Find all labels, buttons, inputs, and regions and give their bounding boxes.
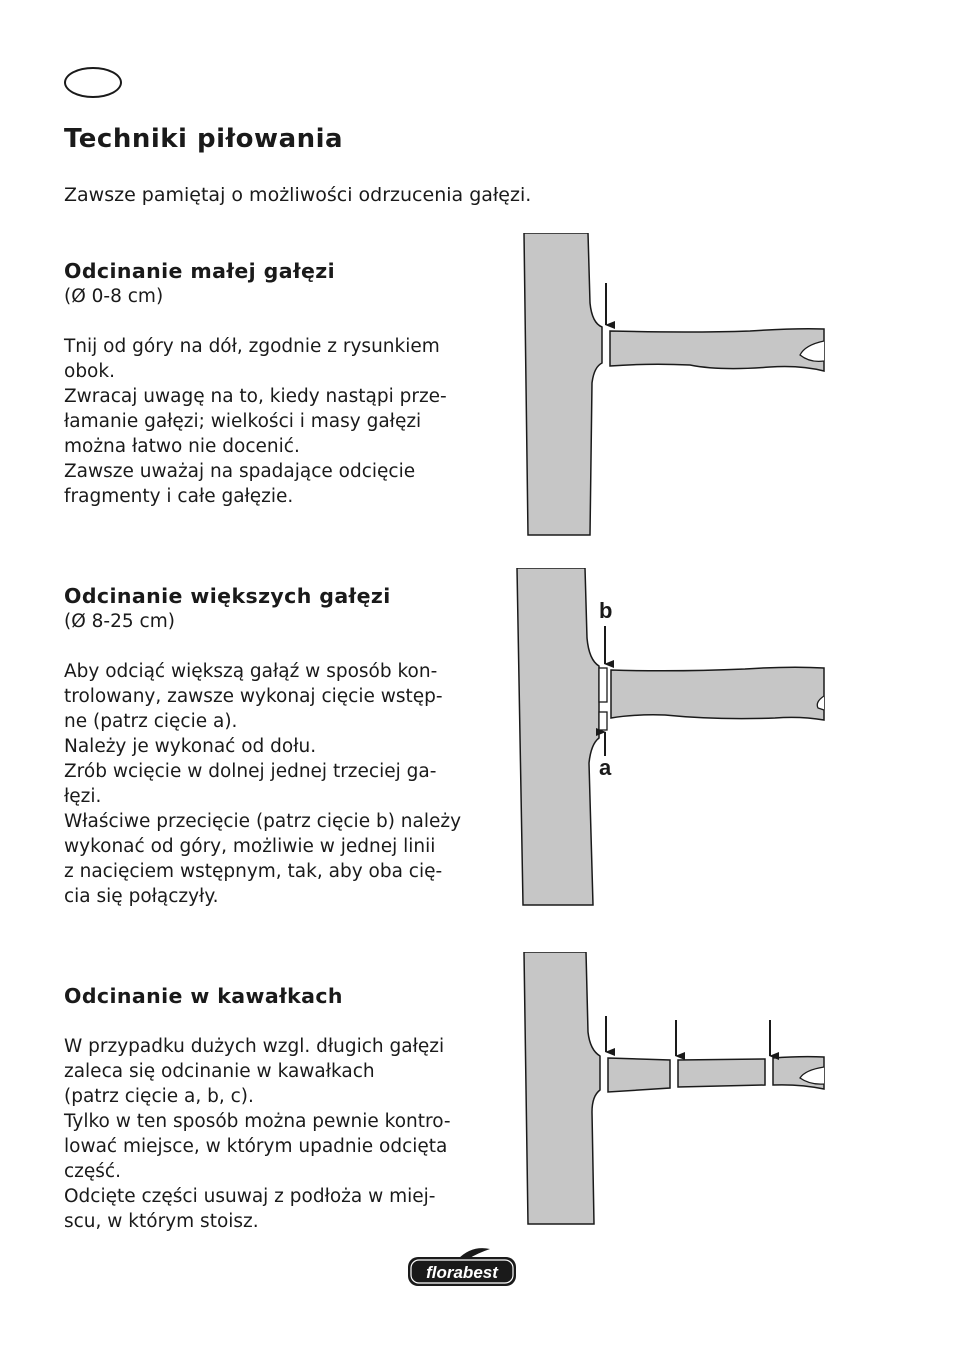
- tree-trunk: [517, 568, 599, 905]
- cut-label-b: b: [599, 598, 613, 623]
- larger-branch-cut-illustration: [515, 568, 826, 908]
- section-small-branch: [64, 258, 464, 509]
- text-line: W przypadku dużych wzgl. długich gałęzi: [64, 1036, 445, 1057]
- text-line: Tylko w ten sposób można pewnie kontro-: [64, 1111, 451, 1132]
- text-line: można łatwo nie docenić.: [64, 436, 300, 457]
- text-line: łamanie gałęzi; wielkości i masy gałęzi: [64, 411, 422, 432]
- small-branch-cut-illustration: [520, 233, 826, 538]
- text-line: trolowany, zawsze wykonaj cięcie wstęp-: [64, 686, 443, 707]
- cut-gap-a: [599, 712, 607, 730]
- text-line: (patrz cięcie a, b, c).: [64, 1086, 254, 1107]
- text-line: Aby odciąć większą gałąź w sposób kon-: [64, 661, 438, 682]
- text-line: lować miejsce, w którym upadnie odcięta: [64, 1136, 448, 1157]
- text-line: ne (patrz cięcie a).: [64, 711, 238, 732]
- logo-text: florabest: [426, 1263, 498, 1282]
- text-line: Zawsze uważaj na spadające odcięcie: [64, 461, 416, 482]
- branch: [610, 329, 824, 371]
- tree-trunk: [524, 952, 600, 1224]
- text-line: fragmenty i całe gałęzie.: [64, 486, 294, 507]
- language-tag-oval: [64, 67, 122, 98]
- section-heading: Odcinanie większych gałęzi: [64, 584, 391, 608]
- cut-label-a: a: [599, 755, 612, 780]
- intro-text: Zawsze pamiętaj o możliwości odrzucenia gałęzi.: [64, 184, 532, 206]
- branch-piece-1: [608, 1058, 670, 1092]
- section-pieces: [64, 983, 464, 1234]
- section-diameter: (Ø 8-25 cm): [64, 611, 175, 632]
- branch: [611, 667, 824, 720]
- text-line: scu, w którym stoisz.: [64, 1211, 259, 1232]
- text-line: łęzi.: [64, 786, 102, 807]
- text-line: wykonać od góry, możliwie w jednej linii: [64, 836, 436, 857]
- text-line: Zwracaj uwagę na to, kiedy nastąpi prze-: [64, 386, 447, 407]
- florabest-logo: [406, 1247, 520, 1289]
- branch-piece-2: [678, 1059, 765, 1087]
- text-line: Zrób wcięcie w dolnej jednej trzeciej ga-: [64, 761, 437, 782]
- text-line: część.: [64, 1161, 121, 1182]
- text-line: cia się połączyły.: [64, 886, 219, 907]
- section-heading: Odcinanie w kawałkach: [64, 984, 343, 1008]
- section-heading: Odcinanie małej gałęzi: [64, 259, 336, 283]
- text-line: z nacięciem wstępnym, tak, aby oba cię-: [64, 861, 443, 882]
- text-line: Właściwe przecięcie (patrz cięcie b) należy: [64, 811, 462, 832]
- text-line: Tnij od góry na dół, zgodnie z rysunkiem: [64, 336, 440, 357]
- text-line: Należy je wykonać od dołu.: [64, 736, 317, 757]
- section-diameter: (Ø 0-8 cm): [64, 286, 164, 307]
- cutting-in-pieces-illustration: [520, 952, 826, 1228]
- text-line: zaleca się odcinanie w kawałkach: [64, 1061, 375, 1082]
- section-larger-branch: [64, 583, 464, 909]
- tree-trunk: [524, 233, 602, 535]
- cut-gap-b: [599, 668, 607, 702]
- text-line: Odcięte części usuwaj z podłoża w miej-: [64, 1186, 436, 1207]
- text-line: obok.: [64, 361, 115, 382]
- page-title: Techniki piłowania: [64, 124, 344, 154]
